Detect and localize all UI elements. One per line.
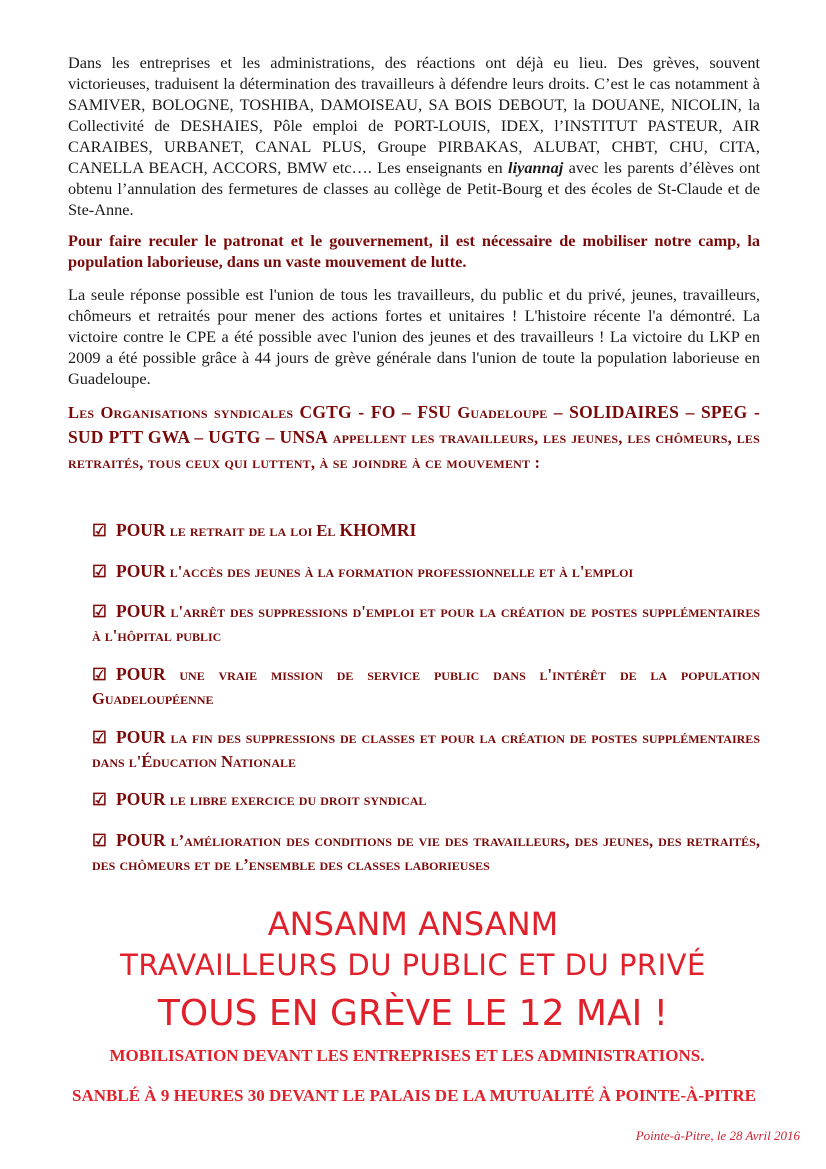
demand-pour: POUR (116, 727, 166, 747)
banner-travailleurs: TRAVAILLEURS DU PUBLIC ET DU PRIVÉ (120, 948, 706, 982)
union-paragraph: La seule réponse possible est l'union de tous les travailleurs, du public et du privé, jeunes, travailleurs, chômeurs et retraités pour mener des actions fortes et unitaires ! L'histoire récente l'a démontré. La victoire contre le CPE a été possible avec l'union des jeunes et des travailleurs ! La victoire du LKP en 2009 a été possible grâce à 44 jours de grève générale dans l'union de toute la population laborieuse en Guadeloupe. (68, 285, 760, 388)
mobilize-paragraph: Pour faire reculer le patronat et le gouvernement, il est nécessaire de mobiliser notre camp, la population laborieuse, dans un vaste mouvement de lutte. (68, 231, 760, 271)
demand-item (92, 518, 760, 543)
demand-text: l’amélioration des conditions de vie des travailleurs, des jeunes, des retraités, des chômeurs et de l’ensemble des classes laborieuses (92, 831, 760, 874)
banner-greve: TOUS EN GRÈVE LE 12 MAI ! (157, 993, 669, 1034)
checkbox-icon: ☑ (92, 831, 107, 850)
demand-text: une vraie mission de service public dans l'intérêt de la population Guadeloupéenne (92, 665, 760, 708)
demand-text: le retrait de la loi El (165, 521, 340, 540)
checkbox-icon: ☑ (92, 602, 107, 621)
demand-text: le libre exercice du droit syndical (165, 790, 427, 809)
checkbox-icon: ☑ (92, 521, 107, 540)
call-tail: appellent les travailleurs, les jeunes, les chômeurs, les retraités, tous ceux qui luttent, à se joindre à ce mouvement : (68, 428, 760, 472)
intro-text-end: avec les parents d’élèves ont obtenu l’annulation des fermetures de classes au collège de Petit-Bourg et des écoles de St-Claude et de Ste-Anne. (68, 158, 760, 219)
demand-text: la fin des suppressions de classes et pour la création de postes supplémentaires dans l'Éducation Nationale (92, 728, 760, 771)
date-line: Pointe-à-Pitre, le 28 Avril 2016 (635, 1128, 800, 1143)
demand-item (92, 599, 760, 648)
checkbox-icon: ☑ (92, 790, 107, 809)
demand-text: l'arrêt des suppressions d'emploi et pour la création de postes supplémentaires à l'hôpital public (92, 602, 760, 645)
call-orgs-1: CGTG - FO – FSU (299, 402, 452, 422)
demand-extra: KHOMRI (339, 520, 417, 540)
intro-text-start: Dans les entreprises et les administrations, des réactions ont déjà eu lieu. Des grèves, souvent victorieuses, traduisent la détermination des travailleurs à défendre leurs droits. C’est le cas notamment à SAMIVER, BOLOGNE, TOSHIBA, DAMOISEAU, SA BOIS DEBOUT, la DOUANE, NICOLIN, la Collectivité de DESHAIES, Pôle emploi de PORT-LOUIS, IDEX, l’INSTITUT PASTEUR, AIR CARAIBES, URBANET, CANAL PLUS, Groupe PIRBAKAS, ALUBAT, CHBT, CHU, CITA, CANELLA BEACH, ACCORS, BMW etc…. Les enseignants en (68, 53, 760, 177)
liyannaj-emphasis: liyannaj (508, 158, 564, 177)
call-lead: Les Organisations syndicales (68, 403, 300, 422)
call-paragraph (68, 400, 760, 475)
demand-pour: POUR (116, 520, 166, 540)
demand-pour: POUR (116, 664, 166, 684)
demand-item (92, 559, 760, 584)
demand-item (92, 787, 760, 812)
demand-item (92, 662, 760, 711)
demand-item (92, 725, 760, 774)
demand-pour: POUR (116, 830, 166, 850)
banner-ansanm: ANSANM ANSANM (267, 905, 559, 943)
demand-pour: POUR (116, 789, 166, 809)
checkbox-icon: ☑ (92, 728, 107, 747)
demand-pour: POUR (116, 561, 166, 581)
call-orgs-2: – SOLIDAIRES – SPEG - SUD PTT GWA – UGTG – UNSA (68, 402, 760, 447)
demand-item (92, 828, 760, 877)
checkbox-icon: ☑ (92, 665, 107, 684)
sanble-line: SANBLÉ À 9 HEURES 30 DEVANT LE PALAIS DE LA MUTUALITÉ À POINTE-À-PITRE (72, 1086, 756, 1105)
checkbox-icon: ☑ (92, 562, 107, 581)
mobilisation-line: MOBILISATION DEVANT LES ENTREPRISES ET LES ADMINISTRATIONS. (109, 1046, 705, 1065)
call-mid: Guadeloupe (451, 403, 554, 422)
demand-pour: POUR (116, 601, 166, 621)
demand-text: l'accès des jeunes à la formation professionnelle et à l'emploi (165, 562, 634, 581)
intro-paragraph (68, 52, 760, 220)
